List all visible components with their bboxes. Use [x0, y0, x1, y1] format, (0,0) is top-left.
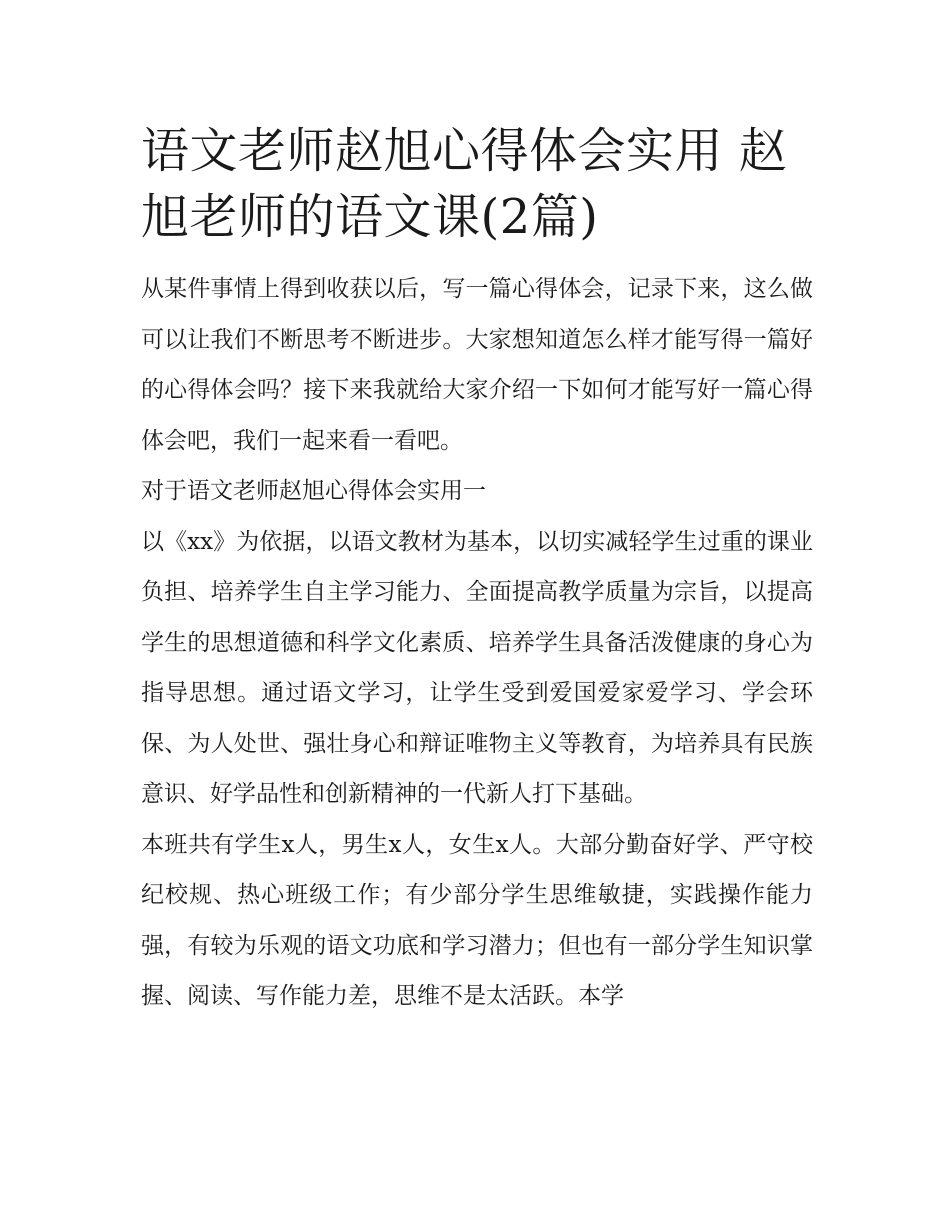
intro-paragraph: 从某件事情上得到收获以后，写一篇心得体会，记录下来，这么做可以让我们不断思考不断进步。大家想知道怎么样才能写得一篇好的心得体会吗？接下来我就给大家介绍一下如何才能写好一篇心得体会吧，我们一起来看一看吧。 — [141, 276, 813, 454]
body-paragraph-class-info: 本班共有学生x人，男生x人，女生x人。大部分勤奋好学、严守校纪校规、热心班级工作；有少部分学生思维敏捷，实践操作能力强，有较为乐观的语文功底和学习潜力；但也有一部分学生知识掌握、阅读、写作能力差，思维不是太活跃。本学 — [141, 831, 813, 1009]
body-paragraph-guideline: 以《xx》为依据，以语文教材为基本，以切实减轻学生过重的课业负担、培养学生自主学习能力、全面提高教学质量为宗旨，以提高学生的思想道德和科学文化素质、培养学生具备活泼健康的身心为指导思想。通过语文学习，让学生受到爱国爱家爱学习、学会环保、为人处世、强壮身心和辩证唯物主义等教育，为培养具有民族意识、好学品性和创新精神的一代新人打下基础。 — [141, 528, 813, 807]
section-heading: 对于语文老师赵旭心得体会实用一 — [141, 478, 486, 504]
document-title: 语文老师赵旭心得体会实用 赵旭老师的语文课(2篇) — [141, 123, 788, 245]
document-body — [141, 118, 813, 1022]
